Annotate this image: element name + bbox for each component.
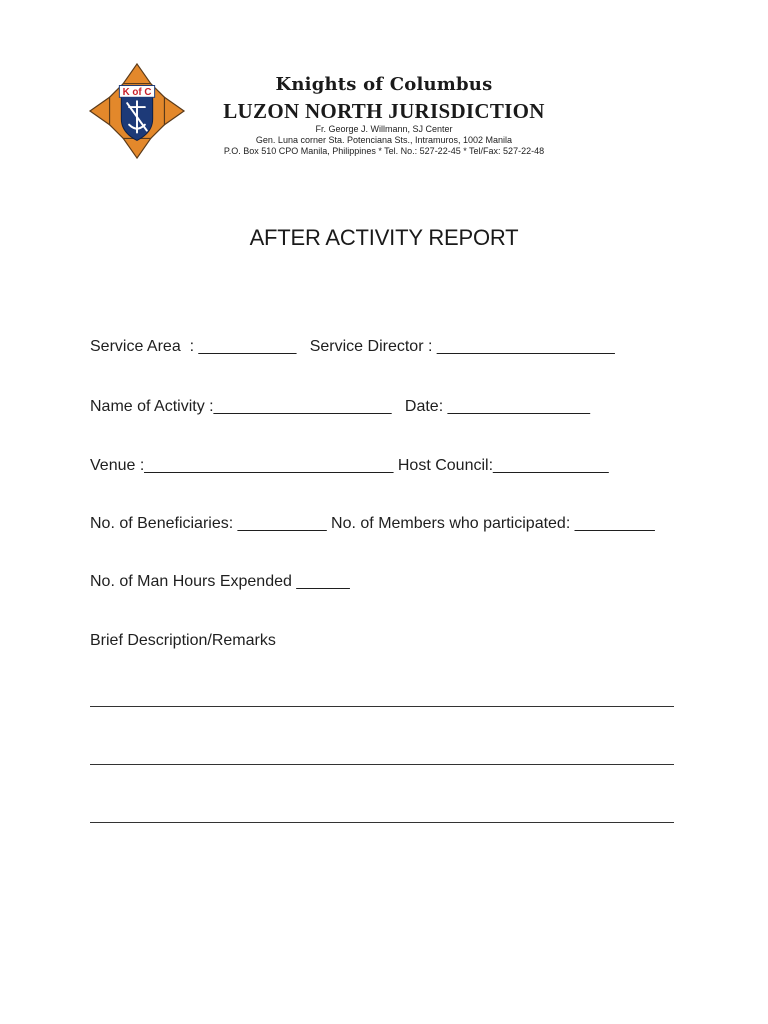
letterhead (214, 74, 554, 157)
activity-date-fields: Name of Activity :____________________ Date: ________________ (90, 398, 590, 415)
organization-name: Knights of Columbus (275, 74, 493, 95)
remarks-line-2 (90, 764, 674, 765)
svg-text:K of C: K of C (122, 86, 152, 98)
service-area-director-fields: Service Area : ___________ Service Director : ____________________ (90, 338, 615, 355)
address-line-3: P.O. Box 510 CPO Manila, Philippines * Tel. No.: 527-22-45 * Tel/Fax: 527-22-48 (223, 146, 545, 156)
remarks-line-1 (90, 706, 674, 707)
remarks-label: Brief Description/Remarks (90, 632, 276, 649)
report-title: AFTER ACTIVITY REPORT (249, 225, 519, 250)
beneficiaries-members-fields: No. of Beneficiaries: __________ No. of Members who participated: _________ (90, 515, 655, 532)
man-hours-field: No. of Man Hours Expended ______ (90, 573, 350, 590)
venue-host-council-fields: Venue :____________________________ Host Council:_____________ (90, 457, 609, 474)
address-line-1: Fr. George J. Willmann, SJ Center (315, 124, 453, 134)
jurisdiction-name: LUZON NORTH JURISDICTION (223, 99, 545, 123)
address-line-2: Gen. Luna corner Sta. Potenciana Sts., Intramuros, 1002 Manila (255, 135, 513, 145)
remarks-line-3 (90, 822, 674, 823)
knights-of-columbus-emblem-icon (88, 62, 186, 160)
